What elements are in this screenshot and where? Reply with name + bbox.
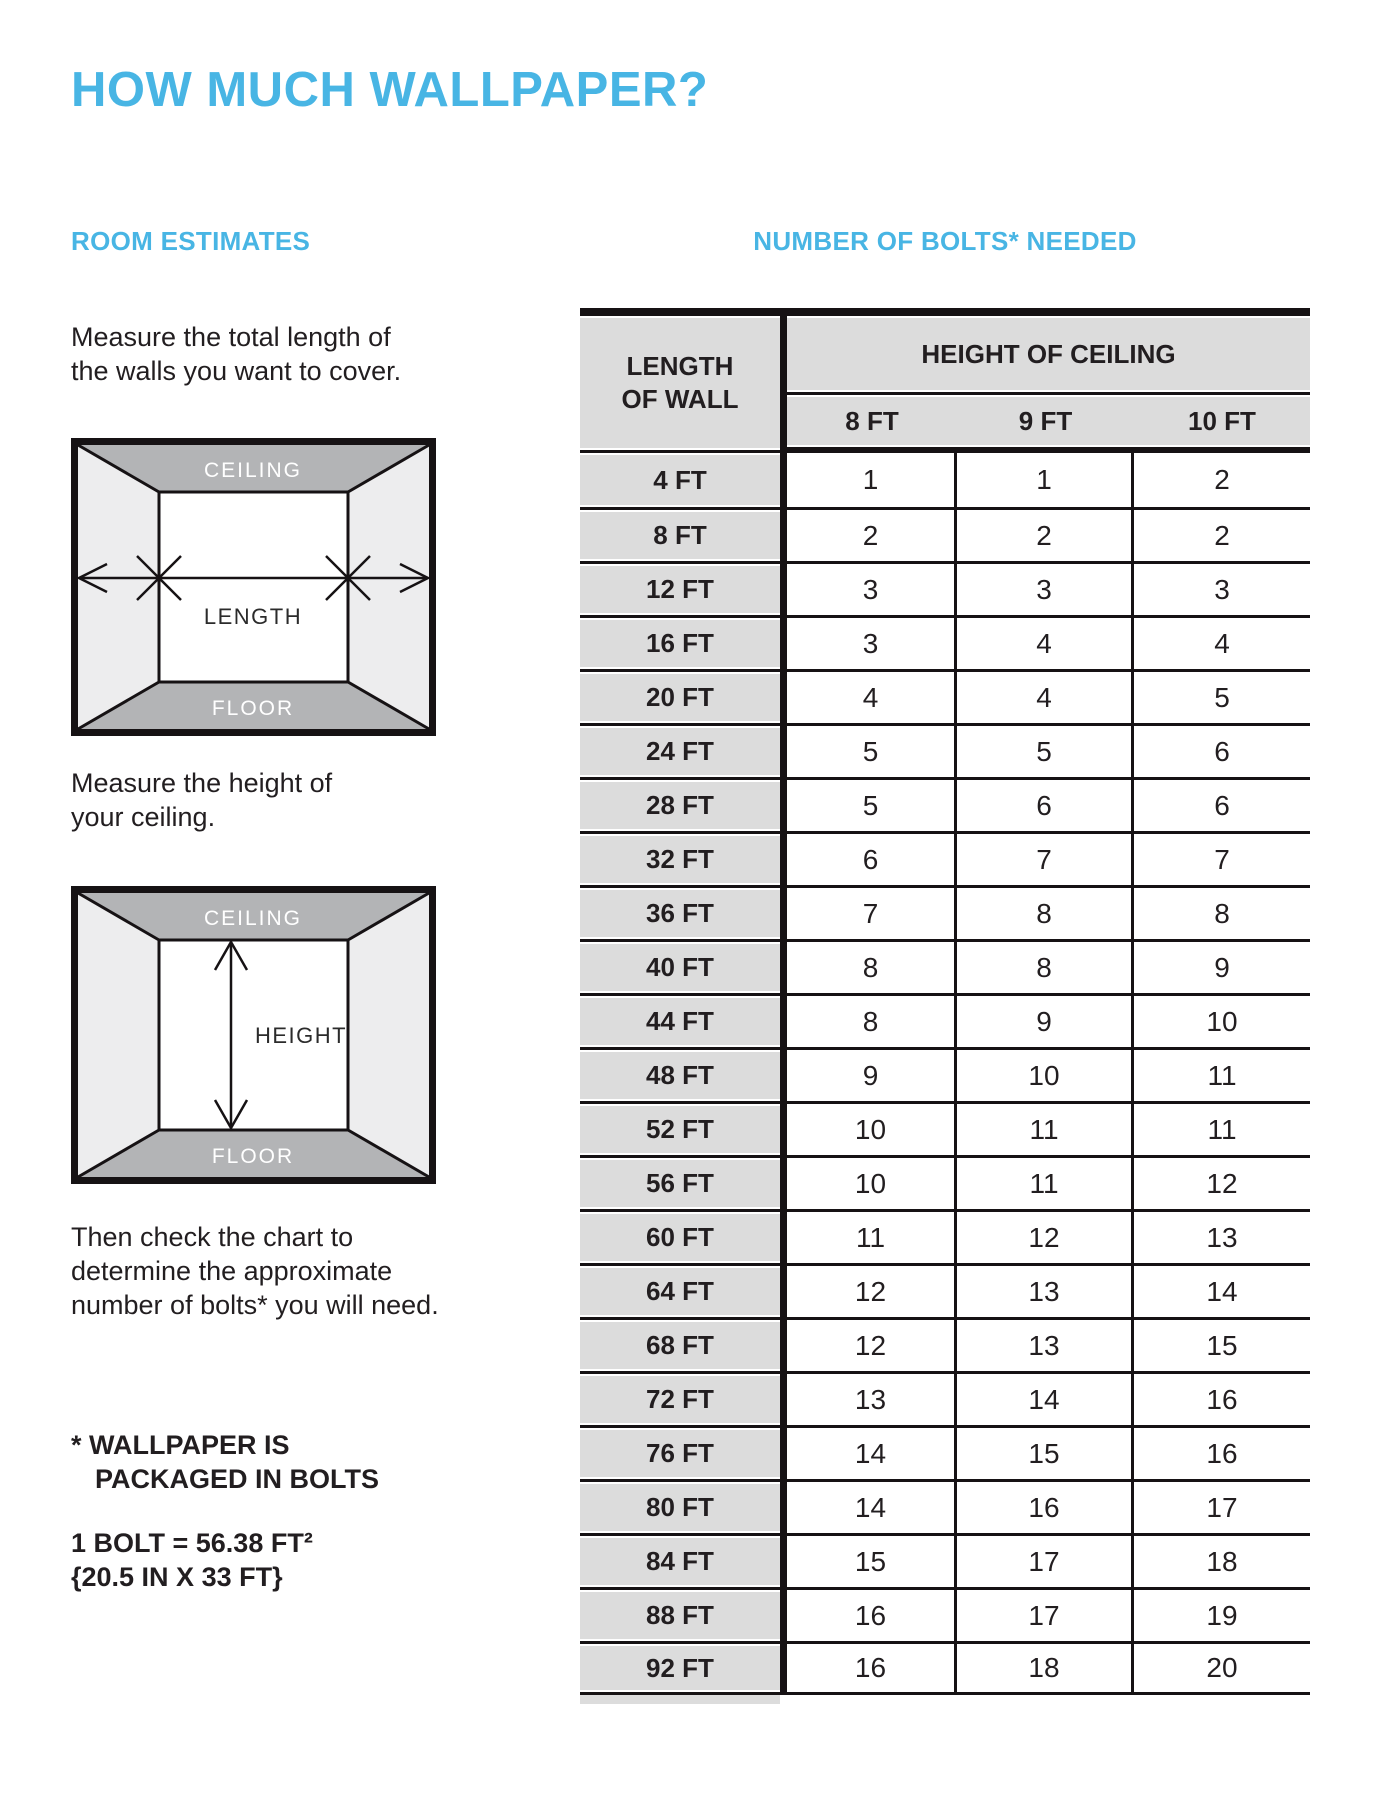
bolt-count-cell: 1 bbox=[780, 453, 957, 507]
bolt-count-cell: 11 bbox=[1134, 1101, 1310, 1155]
row-axis-header-line1: LENGTH bbox=[626, 351, 734, 381]
instruction-chart-line2: determine the approximate bbox=[71, 1256, 393, 1286]
bolt-count-cell: 15 bbox=[957, 1425, 1134, 1479]
bolt-count-cell: 14 bbox=[1134, 1263, 1310, 1317]
bolt-count-cell: 18 bbox=[1134, 1533, 1310, 1587]
wall-length-cell: 24 FT bbox=[580, 723, 780, 777]
wall-length-cell: 28 FT bbox=[580, 777, 780, 831]
length-diagram-svg bbox=[71, 438, 436, 736]
bolt-count-cell: 8 bbox=[1134, 885, 1310, 939]
bolt-count-cell: 11 bbox=[957, 1155, 1134, 1209]
height-label: HEIGHT bbox=[255, 1023, 348, 1048]
bolt-count-cell: 6 bbox=[1134, 777, 1310, 831]
bolt-count-cell: 2 bbox=[1134, 507, 1310, 561]
bolt-count-cell: 16 bbox=[1134, 1425, 1310, 1479]
bolt-count-cell: 8 bbox=[780, 993, 957, 1047]
bolt-count-cell: 20 bbox=[1134, 1641, 1310, 1695]
left-wall-surface bbox=[78, 893, 159, 1177]
wall-length-cell: 84 FT bbox=[580, 1533, 780, 1587]
bolt-count-cell: 17 bbox=[957, 1533, 1134, 1587]
bolt-count-cell: 16 bbox=[780, 1587, 957, 1641]
column-header-10ft: 10 FT bbox=[1134, 395, 1310, 453]
bolt-count-cell: 5 bbox=[780, 777, 957, 831]
instruction-height bbox=[71, 766, 332, 834]
floor-label: FLOOR bbox=[211, 697, 295, 720]
bolt-size-line2: {20.5 IN X 33 FT} bbox=[71, 1562, 283, 1592]
bolt-count-cell: 9 bbox=[1134, 939, 1310, 993]
floor-label: FLOOR bbox=[211, 1145, 295, 1168]
ceiling-label: CEILING bbox=[203, 459, 303, 482]
bolt-count-cell: 7 bbox=[780, 885, 957, 939]
bolt-footnote bbox=[71, 1428, 379, 1496]
bolt-count-cell: 14 bbox=[780, 1425, 957, 1479]
bolt-count-cell: 3 bbox=[1134, 561, 1310, 615]
bolt-count-cell: 7 bbox=[957, 831, 1134, 885]
length-label: LENGTH bbox=[203, 604, 303, 629]
bolt-count-cell: 18 bbox=[957, 1641, 1134, 1695]
bolt-count-cell: 4 bbox=[1134, 615, 1310, 669]
wall-length-cell: 8 FT bbox=[580, 507, 780, 561]
bolt-count-cell: 12 bbox=[780, 1317, 957, 1371]
wall-length-cell: 36 FT bbox=[580, 885, 780, 939]
bolt-count-cell: 13 bbox=[1134, 1209, 1310, 1263]
instruction-height-line2: your ceiling. bbox=[71, 802, 216, 832]
bolt-count-cell: 6 bbox=[957, 777, 1134, 831]
bolt-count-cell: 4 bbox=[957, 669, 1134, 723]
instruction-height-line1: Measure the height of bbox=[71, 768, 333, 798]
bolt-count-cell: 16 bbox=[957, 1479, 1134, 1533]
wall-length-cell: 72 FT bbox=[580, 1371, 780, 1425]
bolt-count-cell: 11 bbox=[1134, 1047, 1310, 1101]
bolt-count-cell: 10 bbox=[780, 1101, 957, 1155]
page-title: HOW MUCH WALLPAPER? bbox=[71, 63, 709, 117]
wall-length-cell: 32 FT bbox=[580, 831, 780, 885]
bolt-count-cell: 14 bbox=[780, 1479, 957, 1533]
bolts-needed-heading: NUMBER OF BOLTS* NEEDED bbox=[753, 226, 1137, 256]
wall-length-cell: 16 FT bbox=[580, 615, 780, 669]
bolt-size-note bbox=[71, 1526, 313, 1594]
bolt-count-cell: 16 bbox=[1134, 1371, 1310, 1425]
bolt-count-cell: 3 bbox=[780, 615, 957, 669]
bolt-count-cell: 4 bbox=[957, 615, 1134, 669]
bolt-count-cell: 6 bbox=[780, 831, 957, 885]
bolt-count-cell: 9 bbox=[780, 1047, 957, 1101]
bolt-count-cell: 12 bbox=[957, 1209, 1134, 1263]
wall-length-cell: 76 FT bbox=[580, 1425, 780, 1479]
instruction-chart bbox=[71, 1220, 439, 1322]
instruction-length-line1: Measure the total length of bbox=[71, 322, 391, 352]
wall-length-cell: 4 FT bbox=[580, 453, 780, 507]
bolt-count-cell: 2 bbox=[957, 507, 1134, 561]
bolt-count-cell: 17 bbox=[1134, 1479, 1310, 1533]
bolt-count-cell: 2 bbox=[780, 507, 957, 561]
length-diagram bbox=[71, 438, 436, 741]
wall-length-cell: 52 FT bbox=[580, 1101, 780, 1155]
right-wall-surface bbox=[348, 893, 429, 1177]
bolt-count-cell: 5 bbox=[1134, 669, 1310, 723]
height-diagram-svg bbox=[71, 886, 436, 1184]
bolt-count-cell: 10 bbox=[957, 1047, 1134, 1101]
bolt-count-cell: 13 bbox=[780, 1371, 957, 1425]
bolt-count-cell: 5 bbox=[957, 723, 1134, 777]
table-bottom-stub bbox=[580, 1695, 780, 1704]
bolt-count-cell: 4 bbox=[780, 669, 957, 723]
wall-length-cell: 80 FT bbox=[580, 1479, 780, 1533]
right-wall-surface bbox=[348, 445, 429, 729]
column-header-8ft: 8 FT bbox=[780, 395, 957, 453]
bolt-count-cell: 17 bbox=[957, 1587, 1134, 1641]
bolt-count-cell: 10 bbox=[1134, 993, 1310, 1047]
bolt-count-cell: 8 bbox=[780, 939, 957, 993]
wall-length-cell: 56 FT bbox=[580, 1155, 780, 1209]
wall-length-cell: 20 FT bbox=[580, 669, 780, 723]
column-axis-header: HEIGHT OF CEILING bbox=[780, 316, 1310, 395]
bolt-count-cell: 6 bbox=[1134, 723, 1310, 777]
row-axis-header-line2: OF WALL bbox=[621, 384, 739, 414]
bolt-count-cell: 8 bbox=[957, 885, 1134, 939]
column-header-9ft: 9 FT bbox=[957, 395, 1134, 453]
left-wall-surface bbox=[78, 445, 159, 729]
height-diagram bbox=[71, 886, 436, 1189]
ceiling-label: CEILING bbox=[203, 907, 303, 930]
wall-length-cell: 68 FT bbox=[580, 1317, 780, 1371]
bolt-count-cell: 3 bbox=[957, 561, 1134, 615]
bolt-count-cell: 13 bbox=[957, 1317, 1134, 1371]
wall-length-cell: 12 FT bbox=[580, 561, 780, 615]
bolt-count-cell: 14 bbox=[957, 1371, 1134, 1425]
wall-length-cell: 40 FT bbox=[580, 939, 780, 993]
bolt-count-cell: 7 bbox=[1134, 831, 1310, 885]
bolt-count-cell: 12 bbox=[780, 1263, 957, 1317]
bolt-count-cell: 10 bbox=[780, 1155, 957, 1209]
instruction-length bbox=[71, 320, 401, 388]
wall-length-cell: 64 FT bbox=[580, 1263, 780, 1317]
bolt-count-cell: 8 bbox=[957, 939, 1134, 993]
bolt-count-cell: 15 bbox=[1134, 1317, 1310, 1371]
bolts-table bbox=[580, 308, 1310, 1695]
bolt-count-cell: 16 bbox=[780, 1641, 957, 1695]
bolt-count-cell: 1 bbox=[957, 453, 1134, 507]
wall-length-cell: 92 FT bbox=[580, 1641, 780, 1695]
wall-length-cell: 60 FT bbox=[580, 1209, 780, 1263]
room-estimates-heading: ROOM ESTIMATES bbox=[71, 226, 311, 256]
back-wall bbox=[159, 492, 348, 682]
bolt-footnote-line2: PACKAGED IN BOLTS bbox=[95, 1464, 380, 1494]
bolt-count-cell: 3 bbox=[780, 561, 957, 615]
wall-length-cell: 88 FT bbox=[580, 1587, 780, 1641]
wall-length-cell: 48 FT bbox=[580, 1047, 780, 1101]
bolt-count-cell: 13 bbox=[957, 1263, 1134, 1317]
instruction-chart-line1: Then check the chart to bbox=[71, 1222, 354, 1252]
row-axis-header bbox=[580, 316, 780, 453]
wall-length-cell: 44 FT bbox=[580, 993, 780, 1047]
bolt-count-cell: 12 bbox=[1134, 1155, 1310, 1209]
instruction-chart-line3: number of bolts* you will need. bbox=[71, 1290, 439, 1320]
bolt-footnote-line1: * WALLPAPER IS bbox=[71, 1430, 290, 1460]
bolt-count-cell: 2 bbox=[1134, 453, 1310, 507]
bolt-count-cell: 15 bbox=[780, 1533, 957, 1587]
bolt-count-cell: 19 bbox=[1134, 1587, 1310, 1641]
bolt-count-cell: 11 bbox=[957, 1101, 1134, 1155]
bolt-count-cell: 9 bbox=[957, 993, 1134, 1047]
bolt-count-cell: 5 bbox=[780, 723, 957, 777]
bolt-count-cell: 11 bbox=[780, 1209, 957, 1263]
instruction-length-line2: the walls you want to cover. bbox=[71, 356, 402, 386]
bolt-size-line1: 1 BOLT = 56.38 FT² bbox=[71, 1528, 313, 1558]
